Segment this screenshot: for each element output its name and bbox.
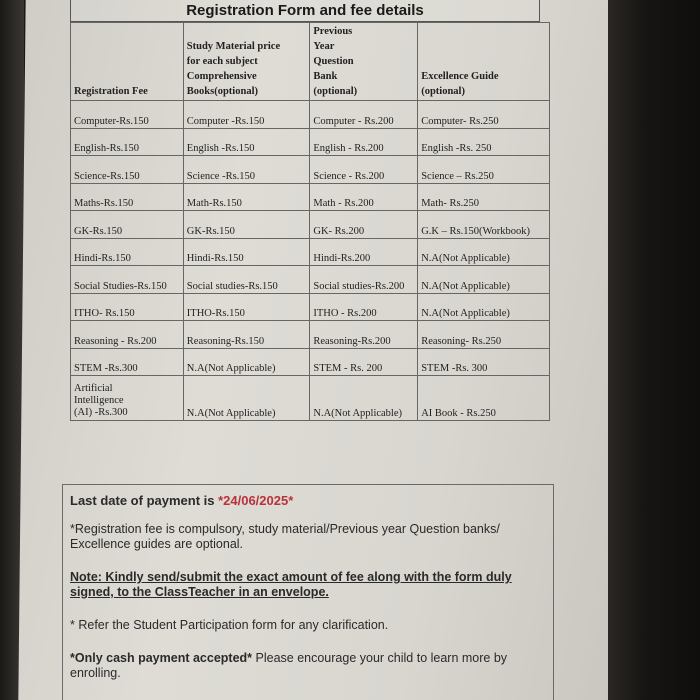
- table-cell-ai: [71, 376, 184, 421]
- header-line: Study Material price: [186, 41, 281, 52]
- table-cell: N.A(Not Applicable): [418, 238, 550, 266]
- table-cell: Maths-Rs.150: [71, 183, 184, 211]
- table-row: [71, 156, 550, 184]
- table-cell: English -Rs.150: [183, 128, 310, 156]
- header-line: Books(optional): [186, 86, 258, 97]
- table-cell: N.A(Not Applicable): [418, 266, 550, 294]
- table-cell: English-Rs.150: [71, 128, 184, 156]
- table-cell: Hindi-Rs.150: [183, 238, 310, 266]
- table-row: [71, 101, 550, 129]
- table-cell: Hindi-Rs.150: [71, 238, 184, 266]
- table-cell: Math-Rs.150: [183, 183, 310, 211]
- table-cell: GK- Rs.200: [310, 211, 418, 239]
- table-cell: Reasoning - Rs.200: [71, 321, 184, 349]
- table-cell: AI Book - Rs.250: [418, 376, 550, 421]
- table-cell: N.A(Not Applicable): [418, 293, 550, 321]
- table-cell: Hindi-Rs.200: [310, 238, 418, 266]
- table-cell: ITHO - Rs.200: [310, 293, 418, 321]
- table-cell: Social Studies-Rs.150: [71, 266, 184, 294]
- table-cell: STEM - Rs. 200: [310, 348, 418, 376]
- cash-payment-note: [70, 651, 545, 681]
- table-cell: G.K – Rs.150(Workbook): [418, 211, 550, 239]
- table-header-row: [71, 23, 550, 101]
- table-cell: Computer- Rs.250: [418, 101, 550, 129]
- table-cell: N.A(Not Applicable): [183, 376, 310, 421]
- header-line: (optional): [421, 86, 465, 97]
- table-cell: Math - Rs.200: [310, 183, 418, 211]
- table-row: [71, 211, 550, 239]
- table-row: [71, 128, 550, 156]
- header-line: Registration Fee: [74, 86, 148, 97]
- table-cell: GK-Rs.150: [71, 211, 184, 239]
- table-row: [71, 238, 550, 266]
- table-header-cell: [71, 23, 184, 101]
- background-right-edge: [608, 0, 700, 700]
- table-cell: STEM -Rs.300: [71, 348, 184, 376]
- table-cell: English - Rs.200: [310, 128, 418, 156]
- table-cell: Social studies-Rs.200: [310, 266, 418, 294]
- header-line: (optional): [313, 86, 358, 97]
- table-row: [71, 376, 550, 421]
- table-cell: Science -Rs.150: [183, 156, 310, 184]
- header-line: Year: [313, 41, 335, 52]
- table-cell: ITHO-Rs.150: [183, 293, 310, 321]
- submit-fee-note: Note: Kindly send/submit the exact amount of fee along with the form duly signed, to the ClassTeacher in an envelope.: [70, 570, 512, 599]
- table-row: [71, 183, 550, 211]
- ai-line: (AI) -Rs.300: [74, 407, 128, 418]
- table-cell: English -Rs. 250: [418, 128, 550, 156]
- fee-table: [70, 22, 550, 421]
- table-cell: Science-Rs.150: [71, 156, 184, 184]
- table-cell: Science – Rs.250: [418, 156, 550, 184]
- table-cell: Social studies-Rs.150: [183, 266, 310, 294]
- last-date-label: Last date of payment is: [70, 493, 219, 508]
- table-header-cell: [418, 23, 550, 101]
- table-cell: STEM -Rs. 300: [418, 348, 550, 376]
- table-cell: Reasoning- Rs.250: [418, 321, 550, 349]
- table-cell: Computer - Rs.200: [310, 101, 418, 129]
- table-cell: ITHO- Rs.150: [71, 293, 184, 321]
- header-line: Excellence Guide: [421, 71, 499, 82]
- encourage-text: Please encourage your child to learn more by enrolling.: [70, 651, 508, 680]
- table-row: [71, 293, 550, 321]
- header-line: Comprehensive: [186, 71, 257, 82]
- payment-notes-box: [62, 484, 554, 700]
- refer-form-note: * Refer the Student Participation form for any clarification.: [70, 618, 389, 632]
- header-line: Bank: [313, 71, 338, 82]
- table-row: [71, 266, 550, 294]
- form-title: Registration Form and fee details: [70, 0, 540, 22]
- table-row: [71, 321, 550, 349]
- header-line: Question: [313, 56, 354, 67]
- table-header-cell: [183, 23, 310, 101]
- table-row: [71, 348, 550, 376]
- table-cell: Science - Rs.200: [310, 156, 418, 184]
- table-cell: Reasoning-Rs.200: [310, 321, 418, 349]
- table-cell: Reasoning-Rs.150: [183, 321, 310, 349]
- table-cell: N.A(Not Applicable): [310, 376, 418, 421]
- table-cell: Computer-Rs.150: [71, 101, 184, 129]
- fee-compulsory-note: *Registration fee is compulsory, study material/Previous year Question banks/ Excellence guides are optional.: [70, 522, 500, 551]
- table-cell: GK-Rs.150: [183, 211, 310, 239]
- ai-line: Artificial: [74, 383, 113, 394]
- table-cell: N.A(Not Applicable): [183, 348, 310, 376]
- ai-line: Intelligence: [74, 395, 124, 406]
- header-line: Previous: [313, 26, 353, 37]
- cash-only-text: *Only cash payment accepted*: [70, 651, 253, 665]
- last-date-line: [70, 493, 545, 508]
- header-line: for each subject: [186, 56, 258, 67]
- table-cell: Math- Rs.250: [418, 183, 550, 211]
- table-header-cell: [310, 23, 418, 101]
- last-date-value: *24/06/2025*: [218, 493, 294, 508]
- table-cell: Computer -Rs.150: [183, 101, 310, 129]
